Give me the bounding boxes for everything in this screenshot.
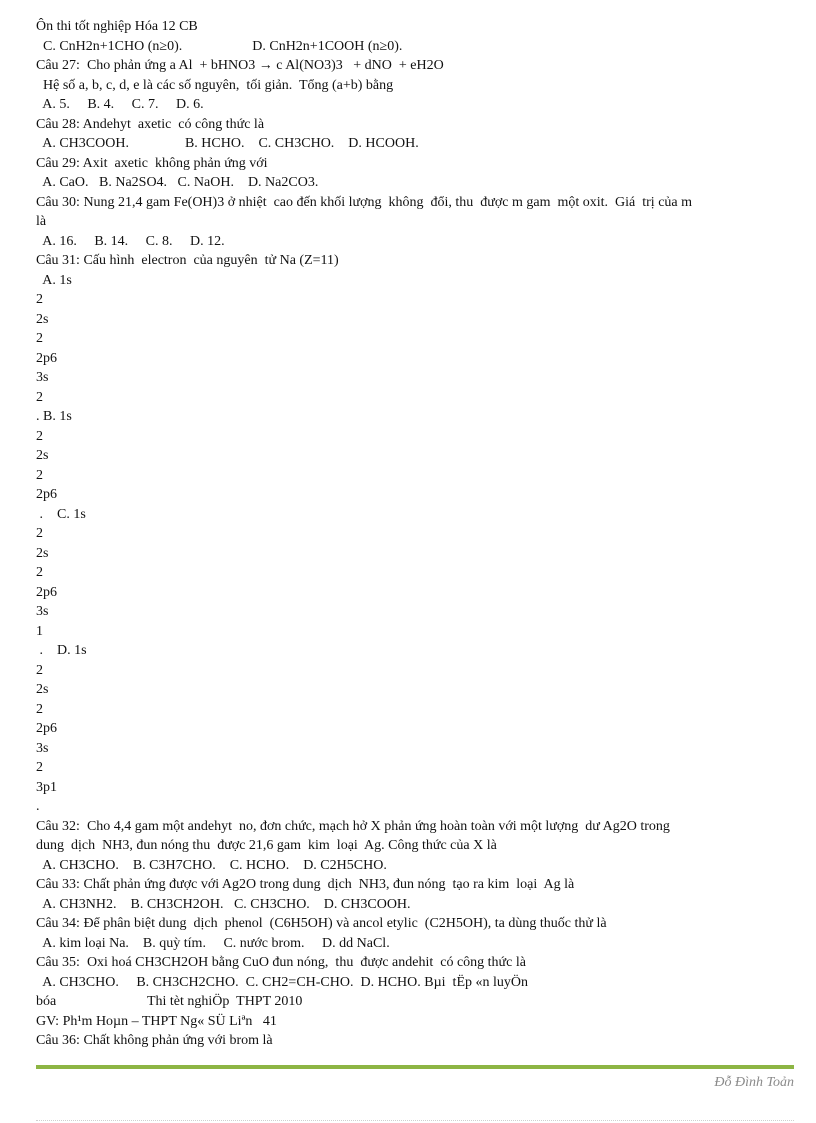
text-line: A. 5. B. 4. C. 7. D. 6. (36, 97, 204, 112)
text-line: Câu 29: Axit axetic không phản ứng với (36, 155, 268, 171)
text-line: A. 1s (36, 272, 72, 288)
text-line: 2s (36, 448, 49, 463)
text-line: 2 (36, 760, 43, 775)
document-body (36, 17, 786, 1051)
text-line: A. CaO. B. Na2SO4. C. NaOH. D. Na2CO3. (36, 175, 319, 190)
text-line: Câu 36: Chất không phản ứng với brom là (36, 1033, 273, 1048)
text-line: 2p6 (36, 584, 57, 600)
text-line: Ôn thi tốt nghiệp Hóa 12 CB (36, 19, 198, 34)
text-line: Câu 27: Cho phản ứng a Al + bHNO3 → c Al(NO3)3 + dNO + eH2O (36, 58, 444, 73)
text-line: Hệ số a, b, c, d, e là các số nguyên, tối giản. Tổng (a+b) bằng (36, 77, 394, 93)
text-line: . D. 1s (36, 643, 87, 658)
text-line: 2 (36, 389, 43, 405)
text-line: 2s (36, 682, 49, 697)
text-line: . C. 1s (36, 506, 86, 522)
text-line: bóa Thi tèt nghiÖp THPT 2010 (36, 994, 303, 1009)
text-line: 2p6 (36, 487, 57, 502)
text-line: dung dịch NH3, đun nóng thu được 21,6 gam kim loại Ag. Công thức của X là (36, 838, 497, 853)
text-line: . B. 1s (36, 409, 72, 424)
text-line: 1 (36, 623, 43, 639)
text-line: A. CH3CHO. B. C3H7CHO. C. HCHO. D. C2H5CHO. (36, 857, 387, 873)
text-line: 2 (36, 467, 43, 483)
text-line: Câu 32: Cho 4,4 gam một andehyt no, đơn chức, mạch hở X phản ứng hoàn toàn với một lượng dư Ag2O trong (36, 818, 670, 834)
text-line: Câu 28: Andehyt axetic có công thức là (36, 116, 265, 132)
text-line: Câu 30: Nung 21,4 gam Fe(OH)3 ở nhiệt cao đến khối lượng không đổi, thu được m gam một oxit. Giá trị của m (36, 194, 693, 210)
text-line: A. 16. B. 14. C. 8. D. 12. (36, 233, 225, 249)
text-line: 2 (36, 565, 43, 580)
text-line: 2p6 (36, 350, 57, 366)
text-line: A. CH3NH2. B. CH3CH2OH. C. CH3CHO. D. CH3COOH. (36, 896, 411, 912)
text-line: 3s (36, 370, 49, 385)
text-line: A. CH3CHO. B. CH3CH2CHO. C. CH2=CH-CHO. D. HCHO. Bµi tËp «n luyÖn (36, 974, 529, 990)
text-line: 2 (36, 662, 43, 678)
text-line: Câu 33: Chất phản ứng được với Ag2O trong dung dịch NH3, đun nóng tạo ra kim loại Ag là (36, 877, 575, 892)
text-line: 2 (36, 701, 43, 717)
text-line: 2 (36, 428, 43, 444)
text-line: 3s (36, 604, 49, 619)
text-line: 3p1 (36, 779, 57, 795)
text-line: 2 (36, 331, 43, 346)
text-line: A. CH3COOH. B. HCHO. C. CH3CHO. D. HCOOH. (36, 136, 419, 151)
text-line: 3s (36, 740, 49, 756)
footer-divider (36, 1065, 794, 1069)
text-line: GV: Ph¹m Hoµn – THPT Ng« SÜ Liªn 41 (36, 1013, 277, 1029)
text-line: 2 (36, 526, 43, 541)
text-line: là (36, 214, 47, 229)
text-line: Câu 34: Để phân biệt dung dịch phenol (C6H5OH) và ancol etylic (C2H5OH), ta dùng thuốc thử là (36, 916, 607, 931)
footer-author: Đỗ Đình Toản (714, 1075, 794, 1090)
text-line: C. CnH2n+1CHO (n≥0). D. CnH2n+1COOH (n≥0). (36, 38, 403, 54)
text-line: . (36, 799, 40, 814)
text-line: A. kim loại Na. B. quỳ tím. C. nước brom. D. dd NaCl. (36, 935, 390, 951)
page-bottom-border (36, 1120, 794, 1121)
text-line: 2 (36, 292, 43, 307)
text-line: 2s (36, 545, 49, 561)
text-line: 2p6 (36, 721, 57, 736)
text-line: Câu 31: Cấu hình electron của nguyên tử Na (Z=11) (36, 253, 339, 268)
text-line: 2s (36, 311, 49, 327)
text-line: Câu 35: Oxi hoá CH3CH2OH bằng CuO đun nóng, thu được andehit có công thức là (36, 955, 526, 970)
